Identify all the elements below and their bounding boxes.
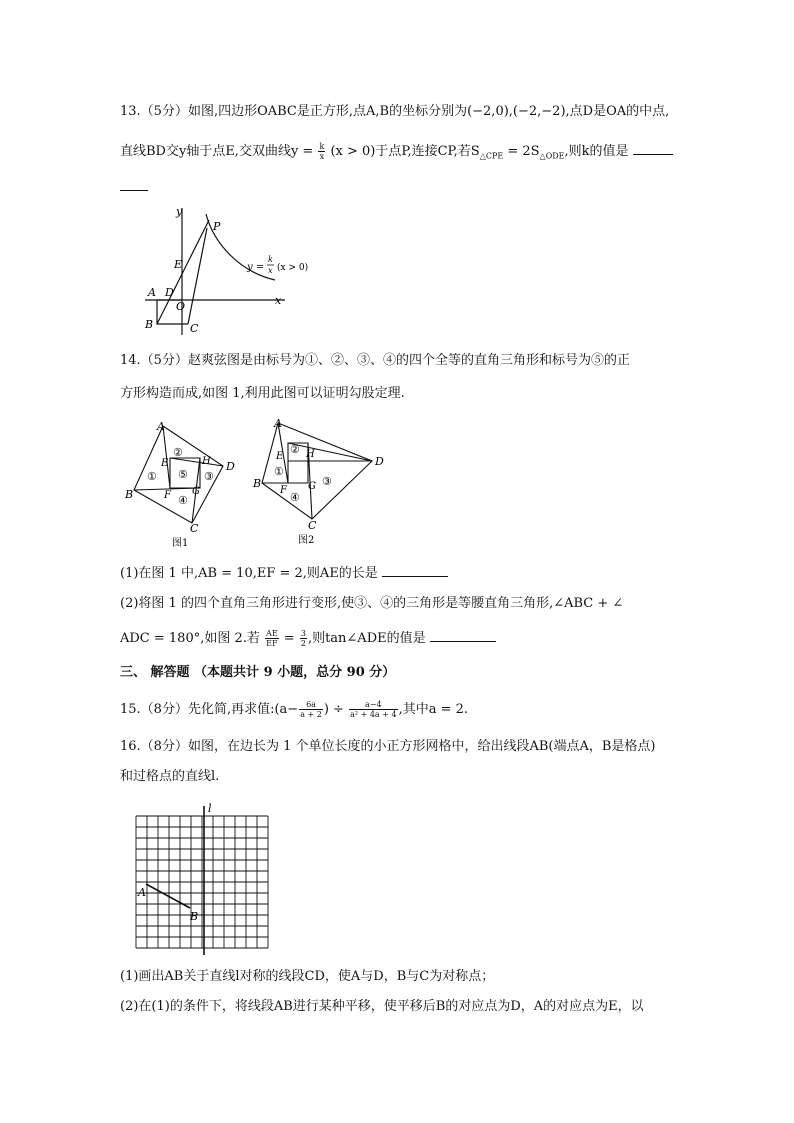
q15-suffix: ,其中a = 2. (398, 702, 469, 717)
fig2-label-h: H (306, 449, 315, 460)
q13-line2d: ,则k的值是 (564, 144, 629, 159)
q13-curve-x: x (268, 266, 273, 275)
q13-label-b: B (145, 318, 154, 331)
q15-frac1 (299, 700, 323, 719)
section3-heading: 三、 解答题 （本题共计 9 小题，总分 90 分） (120, 665, 396, 680)
fig2-label-e: E (276, 451, 284, 462)
q14-frac-ae-ef (265, 629, 279, 648)
fig2-num-2: ② (290, 443, 300, 456)
fig2-label-g: G (308, 481, 316, 492)
q14-sub1-text: (1)在图 1 中,AB = 10,EF = 2,则AE的长是 (120, 566, 378, 581)
fig1-label-g: G (192, 486, 200, 497)
q13-label-c: C (190, 322, 199, 335)
q13-figure (140, 200, 309, 340)
q13-line1: 13.（5分）如图,四边形OABC是正方形,点A,B的坐标分别为(−2,0),(−2,−2),点D是OA的中点, (120, 104, 670, 119)
q13-line2 (120, 140, 673, 166)
q14-sub1 (120, 562, 448, 583)
fig1-num-3: ③ (204, 470, 214, 483)
q15-frac2 (349, 700, 398, 719)
q13-label-a: A (148, 286, 156, 299)
fig1-label-a: A (157, 420, 165, 433)
fig1-label-d: D (226, 460, 235, 473)
q13-line2b: (x > 0)于点P,连接CP,若S (330, 144, 480, 159)
q13-curve-cond: (x > 0) (277, 263, 309, 273)
fig2-num-3: ③ (322, 475, 332, 488)
q13-answer-blank[interactable] (633, 140, 673, 155)
q13-sub2: △ODE (539, 151, 565, 161)
q14-frac-den: EF (266, 639, 278, 648)
q14-sub2-line1: (2)将图 1 的四个直角三角形进行变形,使③、④的三角形是等腰直角三角形,∠ABC + ∠ (120, 596, 624, 611)
q15-frac1-den: a + 2 (300, 710, 322, 719)
q13-line2c: = 2S (503, 144, 540, 159)
fig2-label-d: D (375, 455, 384, 468)
q13-frac-num: k (319, 142, 325, 151)
q15-line (120, 700, 468, 719)
q13-label-d: D (165, 286, 174, 299)
q14-figure1 (120, 418, 245, 553)
fig1-num-1: ① (147, 470, 157, 483)
q13-answer-blank-cont[interactable] (120, 176, 148, 191)
fig1-num-5: ⑤ (178, 468, 188, 481)
q13-frac-den: x (319, 152, 325, 161)
q14-frac-num: AE (266, 629, 278, 638)
q14-frac2-num: 3 (300, 629, 306, 638)
q15-frac2-num: a−4 (349, 700, 398, 710)
q14-figure2 (250, 415, 390, 550)
q14-frac2-den: 2 (300, 639, 306, 648)
fig1-label-b: B (125, 488, 134, 501)
fig2-label-b: B (253, 477, 262, 490)
q13-label-e: E (174, 258, 183, 271)
q13-label-y: y (176, 205, 183, 218)
q16-label-l: l (208, 802, 212, 815)
fig1-label-h: H (202, 456, 211, 467)
q14-sub2-line2a: ADC = 180°,如图 2.若 (120, 631, 260, 646)
q16-label-b: B (190, 910, 199, 923)
fig2-num-1: ① (274, 465, 284, 478)
q16-sub2: (2)在(1)的条件下，将线段AB进行某种平移，使平移后B的对应点为D，A的对应点为E，以 (120, 999, 644, 1014)
q14-frac-3-2 (300, 629, 307, 648)
q13-curve-k: k (268, 255, 273, 264)
q16-line2: 和过格点的直线l. (120, 769, 220, 784)
q15-prefix: 15.（8分）先化简,再求值:(a− (120, 702, 299, 717)
q13-label-o: O (176, 300, 186, 313)
q15-frac2-den: a² + 4a + 4 (350, 710, 397, 719)
q15-mid: ) ÷ (323, 702, 349, 717)
q16-sub1: (1)画出AB关于直线l对称的线段CD，使A与D，B与C为对称点； (120, 969, 495, 984)
q15-frac1-num: 6a (299, 700, 323, 710)
q16-grid-figure (128, 800, 278, 960)
q16-label-a: A (138, 886, 146, 899)
fig1-num-4: ④ (178, 494, 188, 507)
q14-line1: 14.（5分）赵爽弦图是由标号为①、②、③、④的四个全等的直角三角形和标号为⑤的正 (120, 353, 630, 368)
q13-line2a: 直线BD交y轴于点E,交双曲线y = (120, 144, 314, 159)
fig1-caption: 图1 (172, 538, 189, 549)
fig1-label-c: C (190, 522, 199, 535)
fig2-caption: 图2 (298, 535, 315, 546)
q14-sub2-line2 (120, 627, 496, 648)
q16-line1: 16.（8分）如图，在边长为 1 个单位长度的小正方形网格中，给出线段AB(端点A，B是格点) (120, 739, 656, 754)
q14-line2: 方形构造而成,如图 1,利用此图可以证明勾股定理. (120, 386, 405, 401)
q14-sub2-line2b: ,则tan∠ADE的值是 (307, 631, 426, 646)
q13-label-p: P (213, 220, 221, 233)
q14-sub1-blank[interactable] (382, 562, 448, 577)
fig1-label-e: E (161, 458, 169, 469)
fig1-num-2: ② (173, 446, 183, 459)
q13-label-x: x (275, 294, 282, 307)
q13-fraction (318, 142, 325, 161)
q14-sub2-eq: = (279, 631, 299, 646)
fig2-label-f: F (280, 485, 287, 496)
q14-sub2-blank[interactable] (430, 627, 496, 642)
fig1-label-f: F (164, 490, 171, 501)
fig2-num-4: ④ (290, 491, 300, 504)
fig2-label-c: C (308, 519, 317, 532)
q13-sub1: △CPE (479, 151, 504, 161)
q13-curve-eq: y = (247, 262, 265, 273)
fig2-label-a: A (274, 417, 282, 430)
